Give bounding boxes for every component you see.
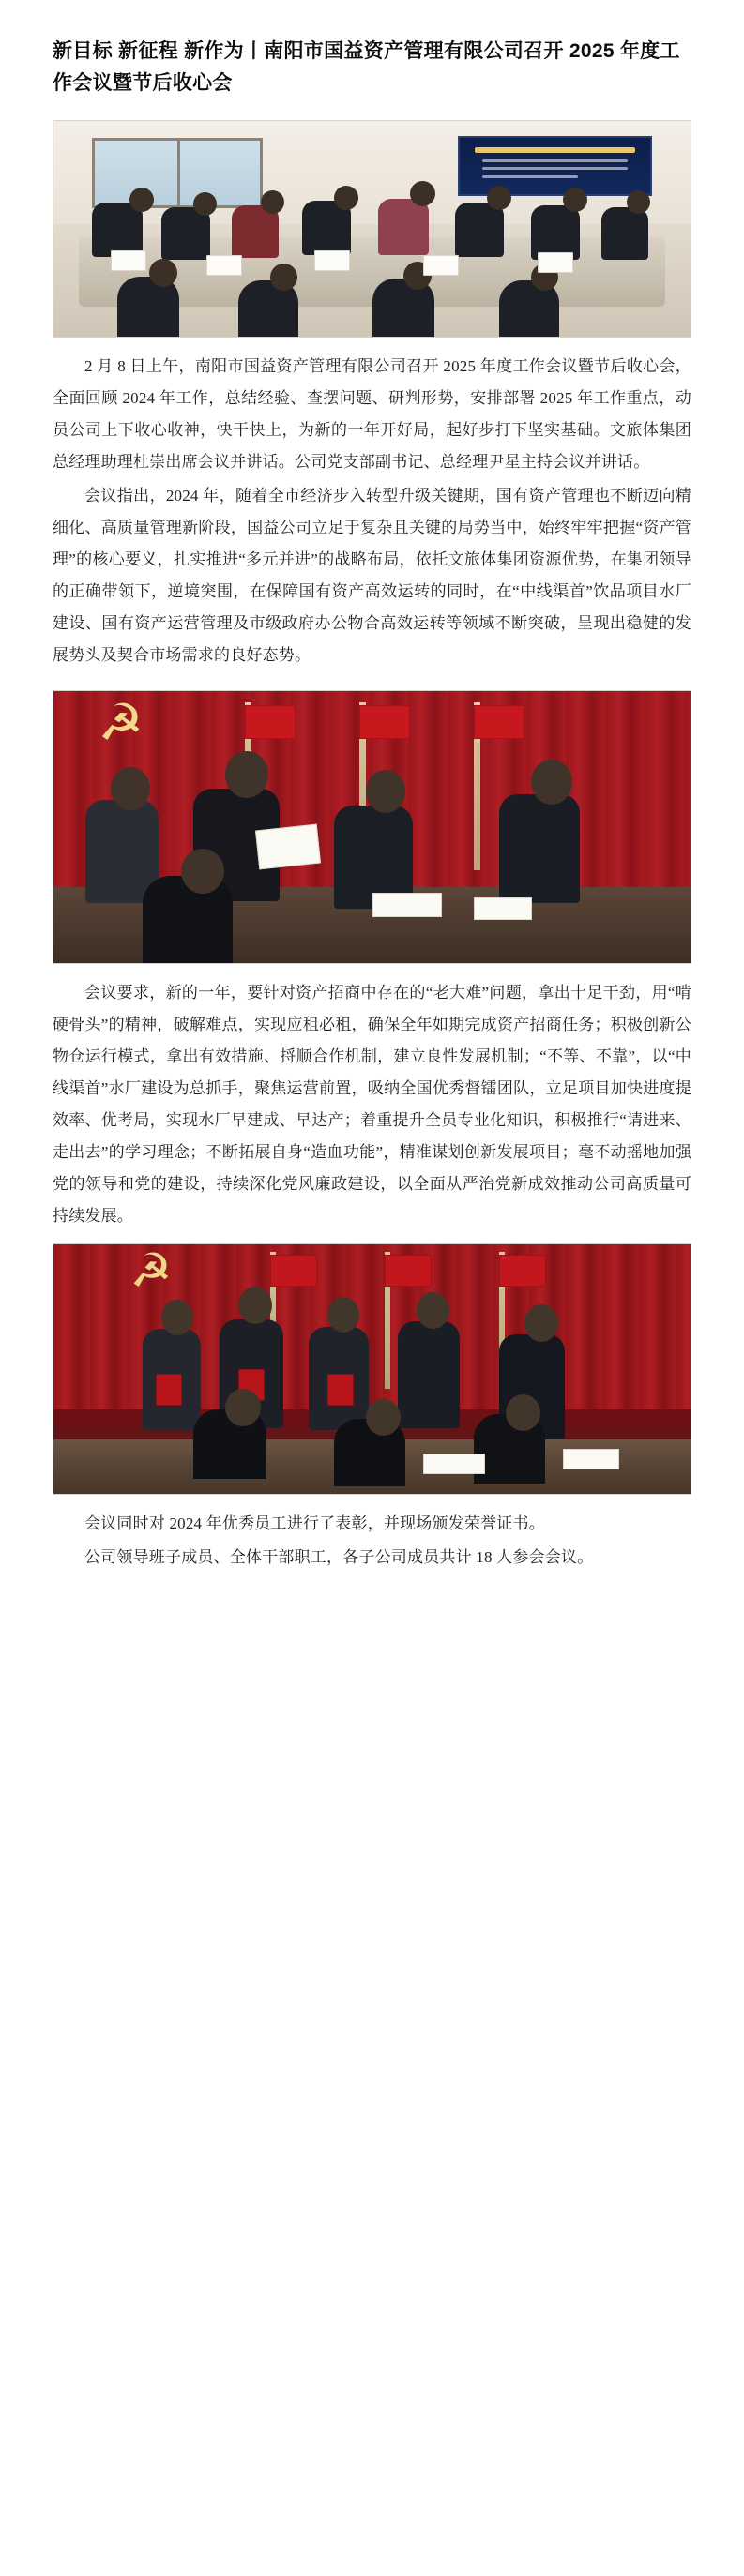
figure-red-curtain-meeting <box>53 690 691 964</box>
paragraph-2: 会议指出，2024 年，随着全市经济步入转型升级关键期，国有资产管理也不断迈向精细化、高质量管理新阶段，国益公司立足于复杂且关键的局势当中，始终牢牢把握“资产管理”的核心要义，扎实推进“多元并进”的战略布局，依托文旅体集团资源优势，在集团领导的正确带领下，逆境突围，在保障国有资产高效运转的同时，在“中线渠首”饮品项目水厂建设、国有资产运营管理及市级政府办公物合高效运转等领域不断突破，呈现出稳健的发展势头及契合市场需求的良好态势。 <box>53 487 691 665</box>
document-paper <box>372 893 442 917</box>
party-flag-icon <box>499 1255 546 1287</box>
attendee-head <box>334 186 358 210</box>
party-flag-icon <box>474 705 524 739</box>
attendee-head <box>111 767 150 810</box>
window-shape <box>92 138 264 208</box>
attendee-head <box>366 1399 401 1436</box>
document-paper <box>255 824 321 870</box>
document-paper <box>314 250 350 271</box>
document-paper <box>423 255 459 276</box>
document-paper <box>563 1449 619 1469</box>
attendee-head <box>506 1394 540 1431</box>
awardee-head <box>161 1300 193 1335</box>
awardee <box>398 1321 460 1428</box>
awardee-head <box>238 1287 272 1324</box>
red-curtain-meeting-photo <box>53 690 691 964</box>
meeting-room-photo <box>53 120 691 338</box>
attendee <box>531 205 580 260</box>
certificate <box>327 1374 354 1406</box>
document-paper <box>474 897 532 920</box>
figure-meeting-room <box>53 120 691 338</box>
attendee-head <box>627 190 650 214</box>
banner-line <box>482 167 628 170</box>
attendee <box>455 203 504 257</box>
awardee-head <box>327 1297 359 1333</box>
party-flag-icon <box>270 1255 317 1287</box>
banner-line <box>482 159 628 162</box>
party-emblem-icon <box>99 707 153 761</box>
speaker-head <box>225 751 268 798</box>
attendee-head <box>487 186 511 210</box>
document-paper <box>206 255 242 276</box>
awardee-head <box>417 1292 449 1329</box>
attendee-head <box>149 259 177 287</box>
conference-banner <box>458 136 653 196</box>
award-ceremony-photo <box>53 1243 691 1495</box>
attendee <box>601 207 648 260</box>
attendee-head <box>270 264 297 291</box>
paragraph-3: 会议要求，新的一年，要针对资产招商中存在的“老大难”问题，拿出十足干劲，用“啃硬骨头”的精神，破解难点，实现应租必租，确保全年如期完成资产招商任务；积极创新公物仓运行模式，拿出有效措施、捋顺合作机制，建立良性发展机制；“不等、不靠”，以“中线渠首”水厂建设为总抓手，聚焦运营前置，吸纳全国优秀督镭团队，立足项目加快进度提效率、优考局，实现水厂早建成、早达产；着重提升全员专业化知识，积极推行“请进来、走出去”的学习理念；不断拓展自身“造血功能”，精准谋划创新发展项目；毫不动摇地加强党的领导和党的建设，持续深化党风廉政建设，以全面从严治党新成效推动公司高质量可持续发展。 <box>53 984 691 1226</box>
party-flag-icon <box>359 705 410 739</box>
attendee <box>499 794 580 903</box>
attendee <box>378 199 429 255</box>
figure-award-ceremony <box>53 1243 691 1495</box>
document-paper <box>111 250 146 271</box>
paragraph-1: 2 月 8 日上午，南阳市国益资产管理有限公司召开 2025 年度工作会议暨节后收心会，全面回顾 2024 年工作，总结经验、查摆问题、研判形势，安排部署 2025 年工作重点，动员公司上下收心收神，快干快上，为新的一年开好局，起好步打下坚实基础。文旅体集团总经理助理杜崇出席会议并讲话。公司党支部副书记、总经理尹星主持会议并讲话。 <box>53 357 691 472</box>
paragraph-4: 会议同时对 2024 年优秀员工进行了表彰，并现场颁发荣誉证书。 <box>84 1514 545 1533</box>
attendee-head <box>181 849 224 894</box>
party-flag-icon <box>245 705 296 739</box>
banner-line <box>482 175 578 178</box>
certificate <box>156 1374 182 1406</box>
document-paper <box>538 252 573 273</box>
document-paper <box>423 1454 485 1474</box>
attendee-front <box>117 277 179 338</box>
attendee <box>92 203 143 257</box>
banner-title-bar <box>475 147 635 153</box>
attendee-head <box>531 760 572 805</box>
paragraph-5: 公司领导班子成员、全体干部职工，各子公司成员共计 18 人参会会议。 <box>84 1548 594 1567</box>
attendee-front <box>143 876 233 964</box>
page-title: 新目标 新征程 新作为丨南阳市国益资产管理有限公司召开 2025 年度工作会议暨节后收心会 <box>53 40 680 95</box>
attendee-head <box>261 190 284 214</box>
party-flag-icon <box>385 1255 432 1287</box>
attendee-head <box>366 770 405 813</box>
